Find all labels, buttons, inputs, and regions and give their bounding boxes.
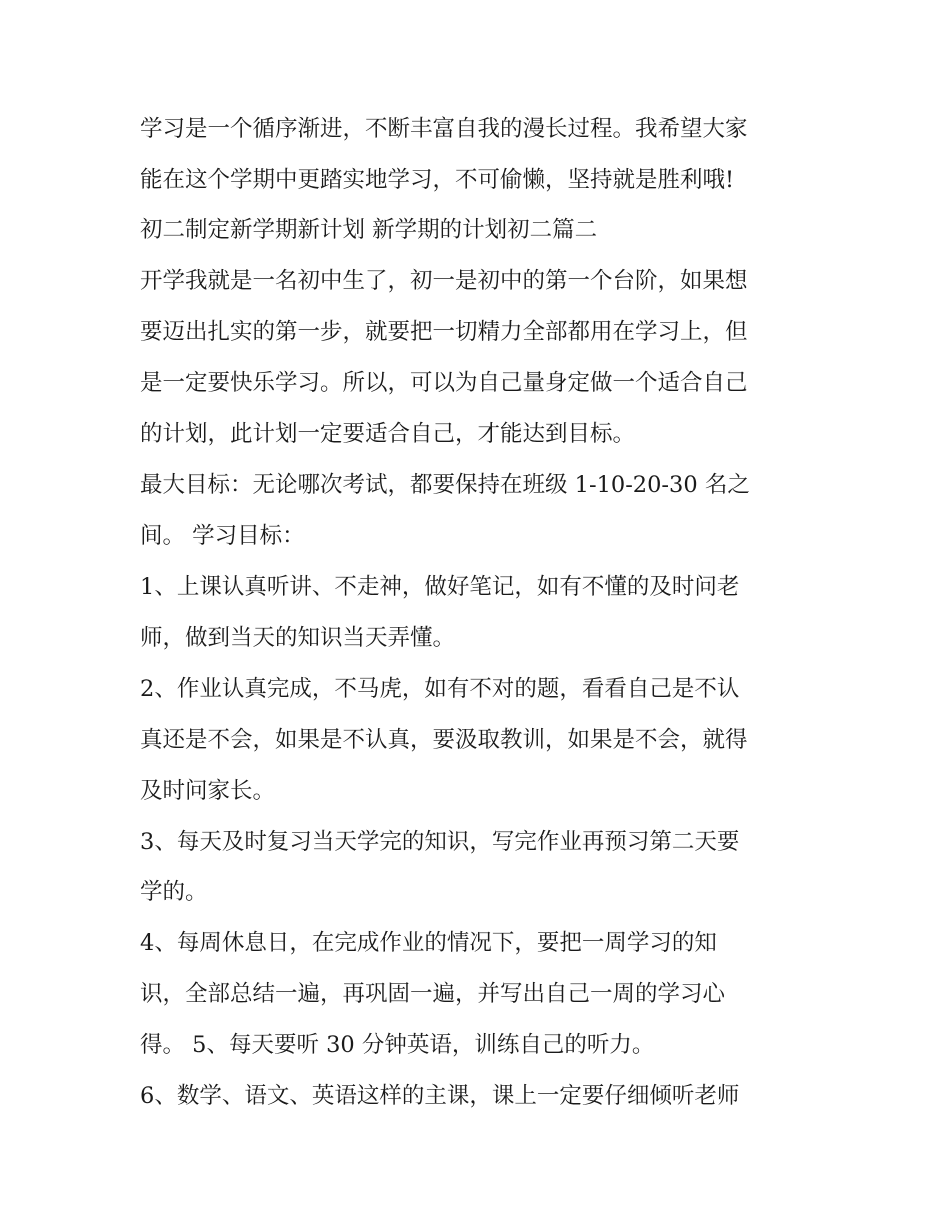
text-line: 师，做到当天的知识当天弄懂。 [140,625,456,651]
text-line: 识，全部总结一遍，再巩固一遍，并写出自己一周的学习心 [140,981,726,1007]
text-line: 能在这个学期中更踏实地学习，不可偷懒，坚持就是胜利哦! [140,167,735,193]
text-line: 6、数学、语文、英语这样的主课，课上一定要仔细倾听老师 [140,1083,740,1109]
text-line: 得。 5、每天要听 30 分钟英语，训练自己的听力。 [140,1032,655,1058]
text-line: 真还是不会，如果是不认真，要汲取教训，如果是不会，就得 [140,727,748,753]
text-line: 初二制定新学期新计划 新学期的计划初二篇二 [140,217,598,243]
text-line: 4、每周休息日，在完成作业的情况下，要把一周学习的知 [140,930,717,956]
text-line: 间。 学习目标： [140,523,305,549]
text-line: 及时问家长。 [140,778,276,804]
text-line: 1、上课认真听讲、不走神，做好笔记，如有不懂的及时问老 [140,574,740,600]
text-line: 2、作业认真完成，不马虎，如有不对的题，看看自己是不认 [140,676,740,702]
text-line: 学的。 [140,879,208,905]
text-line: 开学我就是一名初中生了，初一是初中的第一个台阶，如果想 [140,268,748,294]
text-line: 最大目标：无论哪次考试，都要保持在班级 1-10-20-30 名之 [140,472,750,498]
text-line: 3、每天及时复习当天学完的知识，写完作业再预习第二天要 [140,829,740,855]
text-line: 要迈出扎实的第一步，就要把一切精力全部都用在学习上，但 [140,319,748,345]
text-line: 学习是一个循序渐进，不断丰富自我的漫长过程。我希望大家 [140,116,748,142]
text-line: 的计划，此计划一定要适合自己，才能达到目标。 [140,421,636,447]
text-line: 是一定要快乐学习。所以，可以为自己量身定做一个适合自己 [140,370,748,396]
